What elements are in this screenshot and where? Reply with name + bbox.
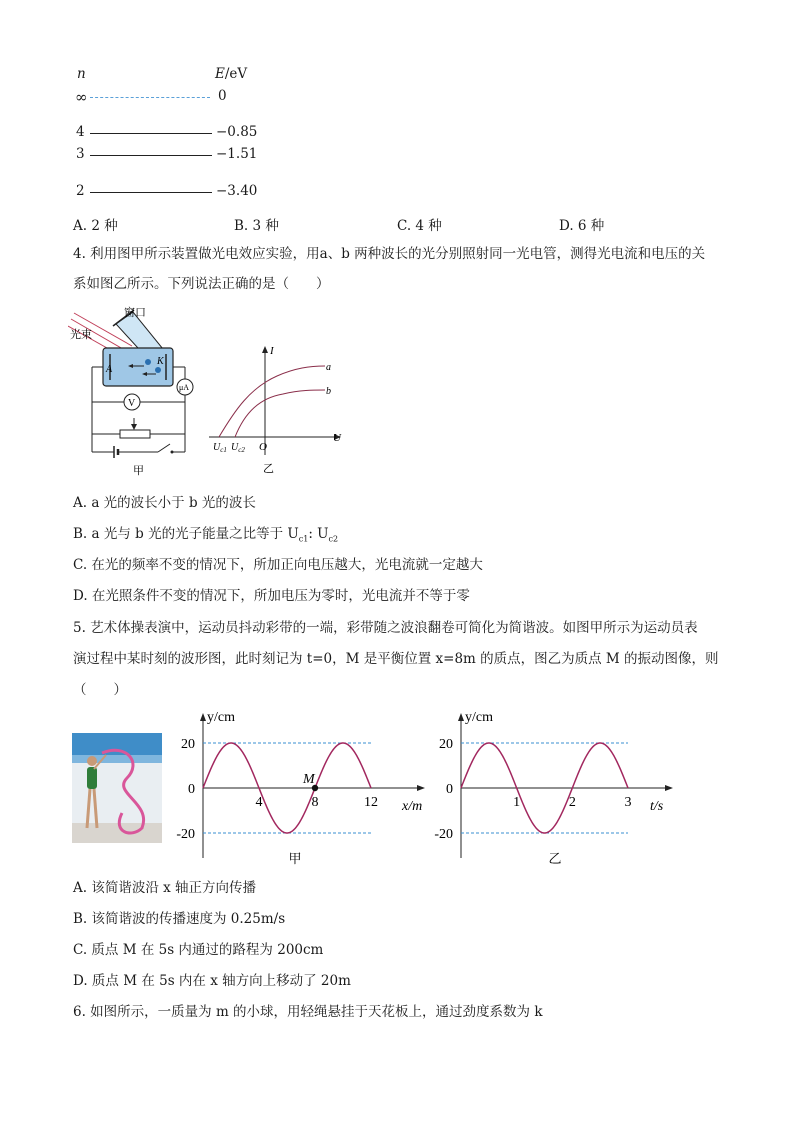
y-axis-title: y/cm	[465, 710, 493, 725]
q5-option-d: D. 质点 M 在 5s 内在 x 轴方向上移动了 20m	[73, 973, 351, 989]
y-tick-label: -20	[434, 827, 453, 842]
y-axis-arrow	[200, 713, 206, 721]
voltmeter-label: V	[128, 398, 136, 409]
q5-stem-line2: 演过程中某时刻的波形图，此时刻记为 t=0，M 是平衡位置 x=8m 的质点，图乙为质点 M 的振动图像，则	[73, 651, 719, 667]
level-value-inf: 0	[218, 88, 227, 104]
iu-curve-figure	[205, 340, 350, 480]
x-tick-label: 12	[364, 795, 378, 810]
anode-label: A	[106, 364, 113, 375]
level-line-2	[90, 192, 212, 193]
q4-stem-line1: 4. 利用图甲所示装置做光电效应实验，用a、b 两种波长的光分别照射同一光电管，测得光电流和电压的关	[73, 246, 706, 262]
figure-jia-caption: 甲	[133, 465, 144, 476]
y-tick-label: 0	[188, 782, 195, 797]
level-n-2: 2	[76, 183, 85, 199]
y-tick-label: 0	[446, 782, 453, 797]
level-line-3	[90, 155, 212, 156]
level-n-3: 3	[76, 146, 85, 162]
x-tick-label: 8	[311, 795, 319, 810]
current-axis-label: I	[270, 345, 274, 357]
cathode-label: K	[157, 356, 164, 367]
q3-option-a: A. 2 种	[73, 218, 118, 234]
x-tick-label: 3	[624, 795, 632, 810]
x-tick-label: 4	[255, 795, 263, 810]
y-axis-arrow	[458, 713, 464, 721]
vibration-chart-yi	[430, 705, 690, 875]
photoelectric-apparatus-figure	[68, 304, 203, 476]
window-label: 窗口	[124, 307, 146, 319]
curve-b-label: b	[326, 386, 331, 397]
x-tick-label: 2	[568, 795, 576, 810]
q6-stem-line1: 6. 如图所示，一质量为 m 的小球，用轻绳悬挂于天花板上，通过劲度系数为 k	[73, 1004, 543, 1020]
figure-yi-caption: 乙	[263, 463, 274, 475]
x-tick-label: 1	[513, 795, 521, 810]
q5-option-a: A. 该简谐波沿 x 轴正方向传播	[73, 880, 257, 896]
chart-caption: 乙	[548, 851, 562, 866]
q3-option-d: D. 6 种	[559, 218, 605, 234]
energy-axis-label: E/eV	[215, 66, 248, 82]
level-n-4: 4	[76, 124, 85, 140]
q5-option-c: C. 质点 M 在 5s 内通过的路程为 200cm	[73, 942, 324, 958]
x-axis-arrow	[417, 785, 425, 791]
q4-option-b: B. a 光与 b 光的光子能量之比等于 $U_{c1}$: $U_{c2}$	[73, 526, 339, 544]
wave-chart-jia	[170, 705, 435, 875]
level-value-2: −3.40	[216, 183, 258, 199]
voltage-axis-label: U	[333, 432, 341, 444]
q3-option-c: C. 4 种	[397, 218, 442, 234]
x-axis-arrow	[665, 785, 673, 791]
x-axis-title: x/m	[402, 799, 423, 814]
q3-option-b: B. 3 种	[234, 218, 279, 234]
uc1-label: $U_{c1}$	[213, 442, 227, 454]
q4-option-a: A. a 光的波长小于 b 光的波长	[73, 495, 256, 511]
y-tick-label: 20	[439, 737, 453, 752]
microammeter-label: μA	[179, 383, 190, 392]
q5-stem-line1: 5. 艺术体操表演中，运动员抖动彩带的一端，彩带随之波浪翻卷可简化为简谐波。如图甲所示为运动员表	[73, 620, 698, 636]
chart-caption: 甲	[288, 851, 302, 866]
level-value-4: −0.85	[216, 124, 258, 140]
x-axis-title: t/s	[650, 799, 664, 814]
curve-a-label: a	[326, 362, 331, 373]
q5-option-b: B. 该简谐波的传播速度为 0.25m/s	[73, 911, 286, 927]
q5-stem-line3: （ ）	[73, 682, 127, 698]
q4-option-d: D. 在光照条件不变的情况下，所加电压为零时，光电流并不等于零	[73, 588, 470, 604]
level-line-inf	[90, 97, 210, 98]
y-tick-label: 20	[181, 737, 195, 752]
origin-label: O	[259, 441, 267, 453]
n-axis-label: n	[77, 66, 86, 82]
point-m-label: M	[303, 772, 315, 787]
q4-option-c: C. 在光的频率不变的情况下，所加正向电压越大，光电流就一定越大	[73, 557, 483, 573]
y-axis-title: y/cm	[207, 710, 235, 725]
level-line-4	[90, 133, 212, 134]
beam-label: 光束	[70, 329, 92, 341]
gymnast-photo	[72, 733, 162, 843]
level-n-inf: ∞	[75, 88, 88, 106]
q4-stem-line2: 系如图乙所示。下列说法正确的是（ ）	[73, 276, 330, 292]
y-tick-label: -20	[176, 827, 195, 842]
level-value-3: −1.51	[216, 146, 258, 162]
uc2-label: $U_{c2}$	[231, 442, 245, 454]
